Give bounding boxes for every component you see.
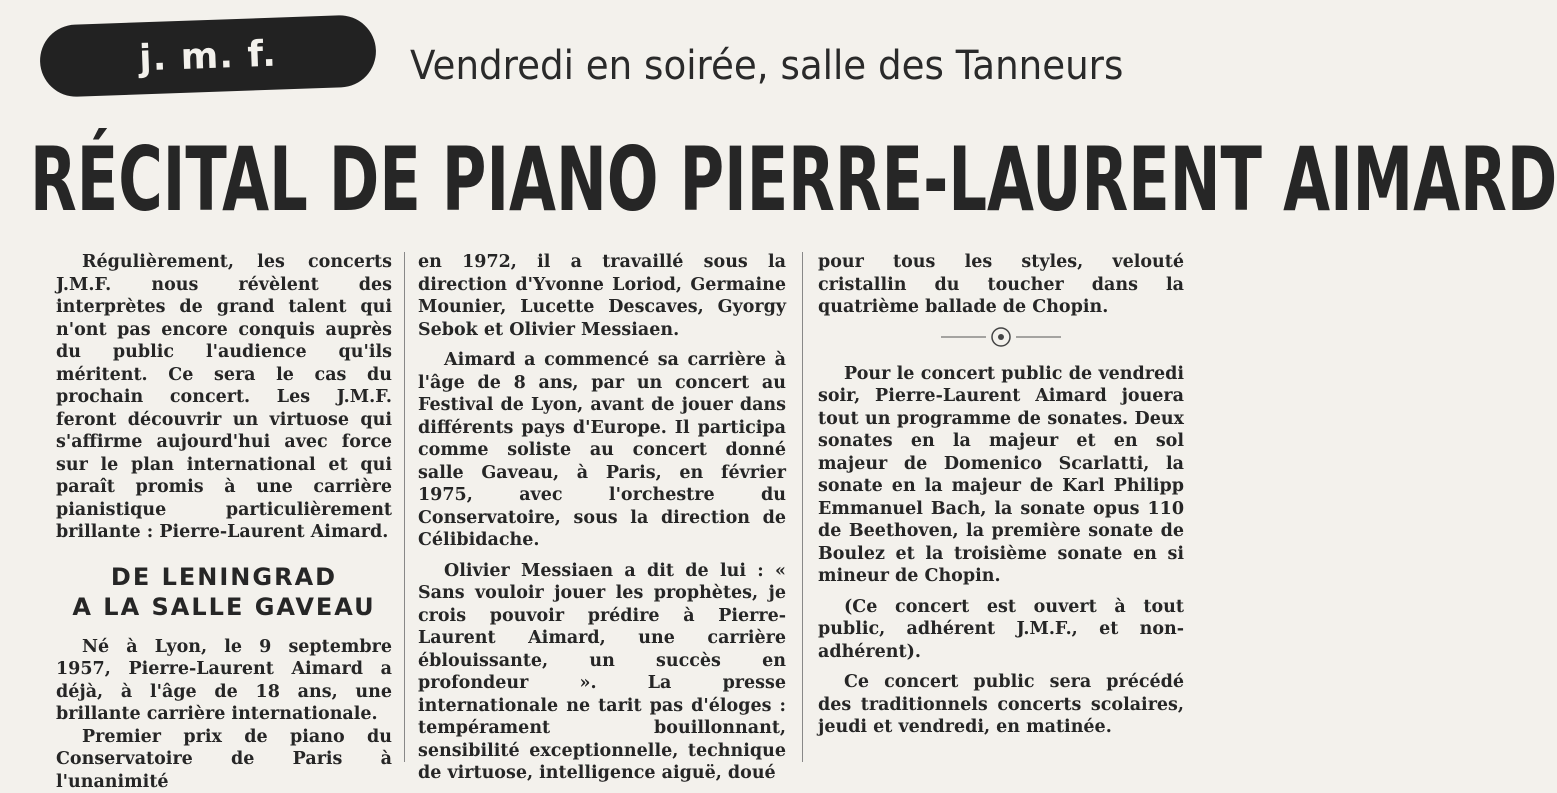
article-column-1 <box>56 251 392 793</box>
paragraph: Régulièrement, les concerts J.M.F. nous révèlent des interprètes de grand talent qui n'ont pas encore conquis auprès du public l'audience qu'ils méritent. Ce sera le cas du prochain concert. Les J.M.F. feront découvrir un virtuose qui s'affirme aujourd'hui avec force sur le plan international et qui paraît promis à une carrière pianistique particulièrement brillante : Pierre-Laurent Aimard. <box>56 251 392 544</box>
column-divider <box>802 252 803 762</box>
paragraph: Olivier Messiaen a dit de lui : « Sans vouloir jouer les prophètes, je crois pouvoir prédire à Pierre-Laurent Aimard, une carrière éblouissante, un succès en profondeur ». La presse internationale ne tarit pas d'éloges : tempérament bouillonnant, sensibilité exceptionnelle, technique de virtuose, intelligence aiguë, doué <box>418 560 786 785</box>
subtitle: Vendredi en soirée, salle des Tanneurs <box>410 36 1135 96</box>
section-subhead <box>56 562 392 622</box>
logo-text: j. m. f. <box>138 33 277 79</box>
article-column-3 <box>818 251 1184 739</box>
subhead-line: DE LENINGRAD <box>56 562 392 592</box>
article-column-2 <box>418 251 786 785</box>
jmf-logo <box>39 14 377 98</box>
paragraph: Aimard a commencé sa carrière à l'âge de 8 ans, par un concert au Festival de Lyon, avant de jouer dans différents pays d'Europe. Il participa comme soliste au concert donné salle Gaveau, à Paris, en février 1975, avec l'orchestre du Conservatoire, sous la direction de Célibidache. <box>418 349 786 552</box>
headline: RÉCITAL DE PIANO PIERRE-LAURENT AIMARD <box>30 132 817 228</box>
paragraph: Pour le concert public de vendredi soir, Pierre-Laurent Aimard jouera tout un programme de sonates. Deux sonates en la majeur et en sol majeur de Domenico Scarlatti, la sonate en la majeur de Karl Philipp Emmanuel Bach, la sonate opus 110 de Beethoven, la première sonate de Boulez et la troisième sonate en si mineur de Chopin. <box>818 363 1184 588</box>
paragraph: Ce concert public sera précédé des traditionnels concerts scolaires, jeudi et vendredi, en matinée. <box>818 671 1184 739</box>
subhead-line: A LA SALLE GAVEAU <box>56 592 392 622</box>
paragraph: en 1972, il a travaillé sous la direction d'Yvonne Loriod, Germaine Mounier, Lucette Descaves, Gyorgy Sebok et Olivier Messiaen. <box>418 251 786 341</box>
paragraph: Premier prix de piano du Conservatoire de Paris à l'unanimité <box>56 726 392 793</box>
column-divider <box>404 252 405 762</box>
paragraph: (Ce concert est ouvert à tout public, adhérent J.M.F., et non-adhérent). <box>818 596 1184 664</box>
section-ornament-icon <box>941 327 1061 347</box>
paragraph: Né à Lyon, le 9 septembre 1957, Pierre-Laurent Aimard a déjà, à l'âge de 18 ans, une brillante carrière internationale. <box>56 636 392 726</box>
paragraph: pour tous les styles, velouté cristallin du toucher dans la quatrième ballade de Chopin. <box>818 251 1184 319</box>
